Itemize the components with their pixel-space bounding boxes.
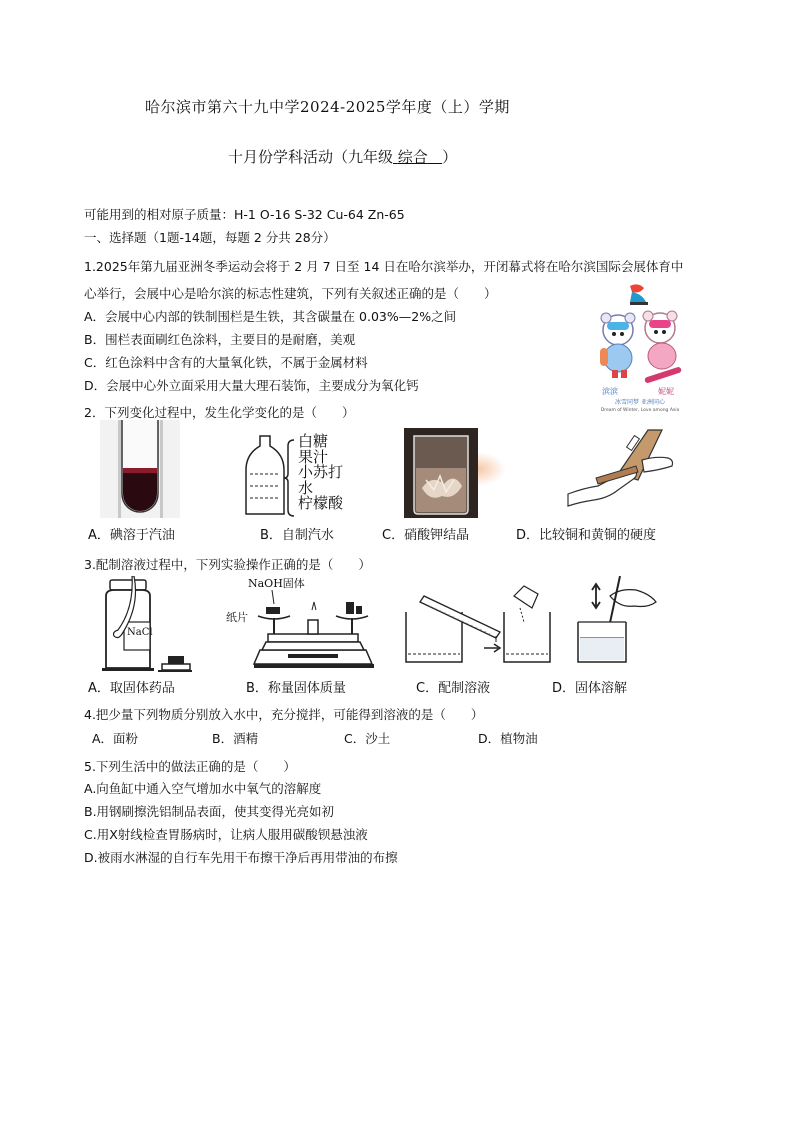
q5-stem: 5.下列生活中的做法正确的是（ ） xyxy=(84,759,296,774)
q3-option-c: C．配制溶液 xyxy=(416,681,491,696)
mascot-binbin-icon xyxy=(600,313,635,378)
q1-stem-line2: 心举行，会展中心是哈尔滨的标志性建筑，下列有关叙述正确的是（ ） xyxy=(84,286,497,301)
q1-option-d: D．会展中心外立面采用大量大理石装饰，主要成分为氧化钙 xyxy=(84,378,419,393)
q4-option-c: C．沙土 xyxy=(344,731,391,746)
section-heading: 一、选择题（1题-14题，每题 2 分共 28分） xyxy=(84,230,336,245)
page-subtitle xyxy=(228,146,457,167)
q3-option-d: D．固体溶解 xyxy=(552,681,628,696)
q3-figure-d xyxy=(570,576,660,668)
q1-option-c: C．红色涂料中含有的大量氧化铁，不属于金属材料 xyxy=(84,355,368,370)
mascot-nini-icon xyxy=(643,311,682,384)
paper-label: 纸片 xyxy=(226,611,248,624)
q3-figure-b xyxy=(252,590,376,670)
mascot-caption: 冰雪同梦 亚洲同心 xyxy=(615,399,665,406)
subtitle-subject: 综合 xyxy=(397,148,428,166)
q3-figure-a xyxy=(98,576,198,672)
bottle-label-sugar: 白糖 xyxy=(298,432,329,450)
q2-stem: 2．下列变化过程中，发生化学变化的是（ ） xyxy=(84,405,355,420)
subtitle-prefix: 十月份学科活动（九年级 xyxy=(228,148,394,166)
q4-option-d: D．植物油 xyxy=(478,731,538,746)
q3-option-b: B．称量固体质量 xyxy=(246,681,346,696)
jar-label: NaCl xyxy=(127,627,153,638)
q4-option-b: B．酒精 xyxy=(212,731,259,746)
q5-option-c: C.用X射线检查胃肠病时，让病人服用碳酸钡悬浊液 xyxy=(84,827,368,842)
q2-option-a: A．碘溶于汽油 xyxy=(88,528,175,543)
q4-option-a: A．面粉 xyxy=(92,731,139,746)
q5-option-d: D.被雨水淋湿的自行车先用干布擦干净后再用带油的布擦 xyxy=(84,850,398,865)
mascot-image xyxy=(590,282,690,412)
q3-option-a: A．取固体药品 xyxy=(88,681,175,696)
q2-figure-c xyxy=(404,428,478,518)
subtitle-suffix: ） xyxy=(442,148,458,166)
q2-option-c: C．硝酸钾结晶 xyxy=(382,528,470,543)
bottle-label-baking-soda: 小苏打 xyxy=(298,463,344,481)
q5-option-a: A.向鱼缸中通入空气增加水中氧气的溶解度 xyxy=(84,781,322,796)
q2-figure-c-glow xyxy=(478,452,506,486)
bottle-label-water: 水 xyxy=(298,478,314,497)
balance-label: NaOH固体 xyxy=(248,577,305,590)
q3-figure-c xyxy=(400,584,560,668)
q3-stem: 3.配制溶液过程中，下列实验操作正确的是（ ） xyxy=(84,557,371,572)
q1-stem-line1: 1.2025年第九届亚洲冬季运动会将于 2 月 7 日至 14 日在哈尔滨举办，开闭幕式将在哈尔滨国际会展体育中 xyxy=(84,259,684,274)
page-title: 哈尔滨市第六十九中学2024-2025学年度（上）学期 xyxy=(145,98,510,116)
q5-option-b: B.用钢刷擦洗铝制品表面，使其变得光亮如初 xyxy=(84,804,335,819)
q1-option-a: A．会展中心内部的铁制围栏是生铁，其含碳量在 0.03%—2%之间 xyxy=(84,309,457,324)
q2-option-b: B．自制汽水 xyxy=(260,528,334,543)
q2-figure-d xyxy=(566,424,676,508)
mascot-name-1: 滨滨 xyxy=(602,387,618,396)
atomic-mass-note: 可能用到的相对原子质量：H-1 O-16 S-32 Cu-64 Zn-65 xyxy=(84,207,405,222)
q2-option-d: D．比较铜和黄铜的硬度 xyxy=(516,528,657,543)
q4-stem: 4.把少量下列物质分别放入水中，充分搅拌，可能得到溶液的是（ ） xyxy=(84,707,484,722)
mascot-name-2: 妮妮 xyxy=(658,387,674,396)
q2-figure-a xyxy=(100,420,180,518)
q1-option-b: B．围栏表面刷红色涂料，主要目的是耐磨，美观 xyxy=(84,332,356,347)
mascot-caption-en: Dream of Winter, Love among Asia xyxy=(600,408,680,412)
bottle-label-citric-acid: 柠檬酸 xyxy=(298,494,344,512)
bottle-labels xyxy=(298,434,343,512)
bottle-label-juice: 果汁 xyxy=(298,447,329,466)
games-logo-icon xyxy=(630,284,648,305)
